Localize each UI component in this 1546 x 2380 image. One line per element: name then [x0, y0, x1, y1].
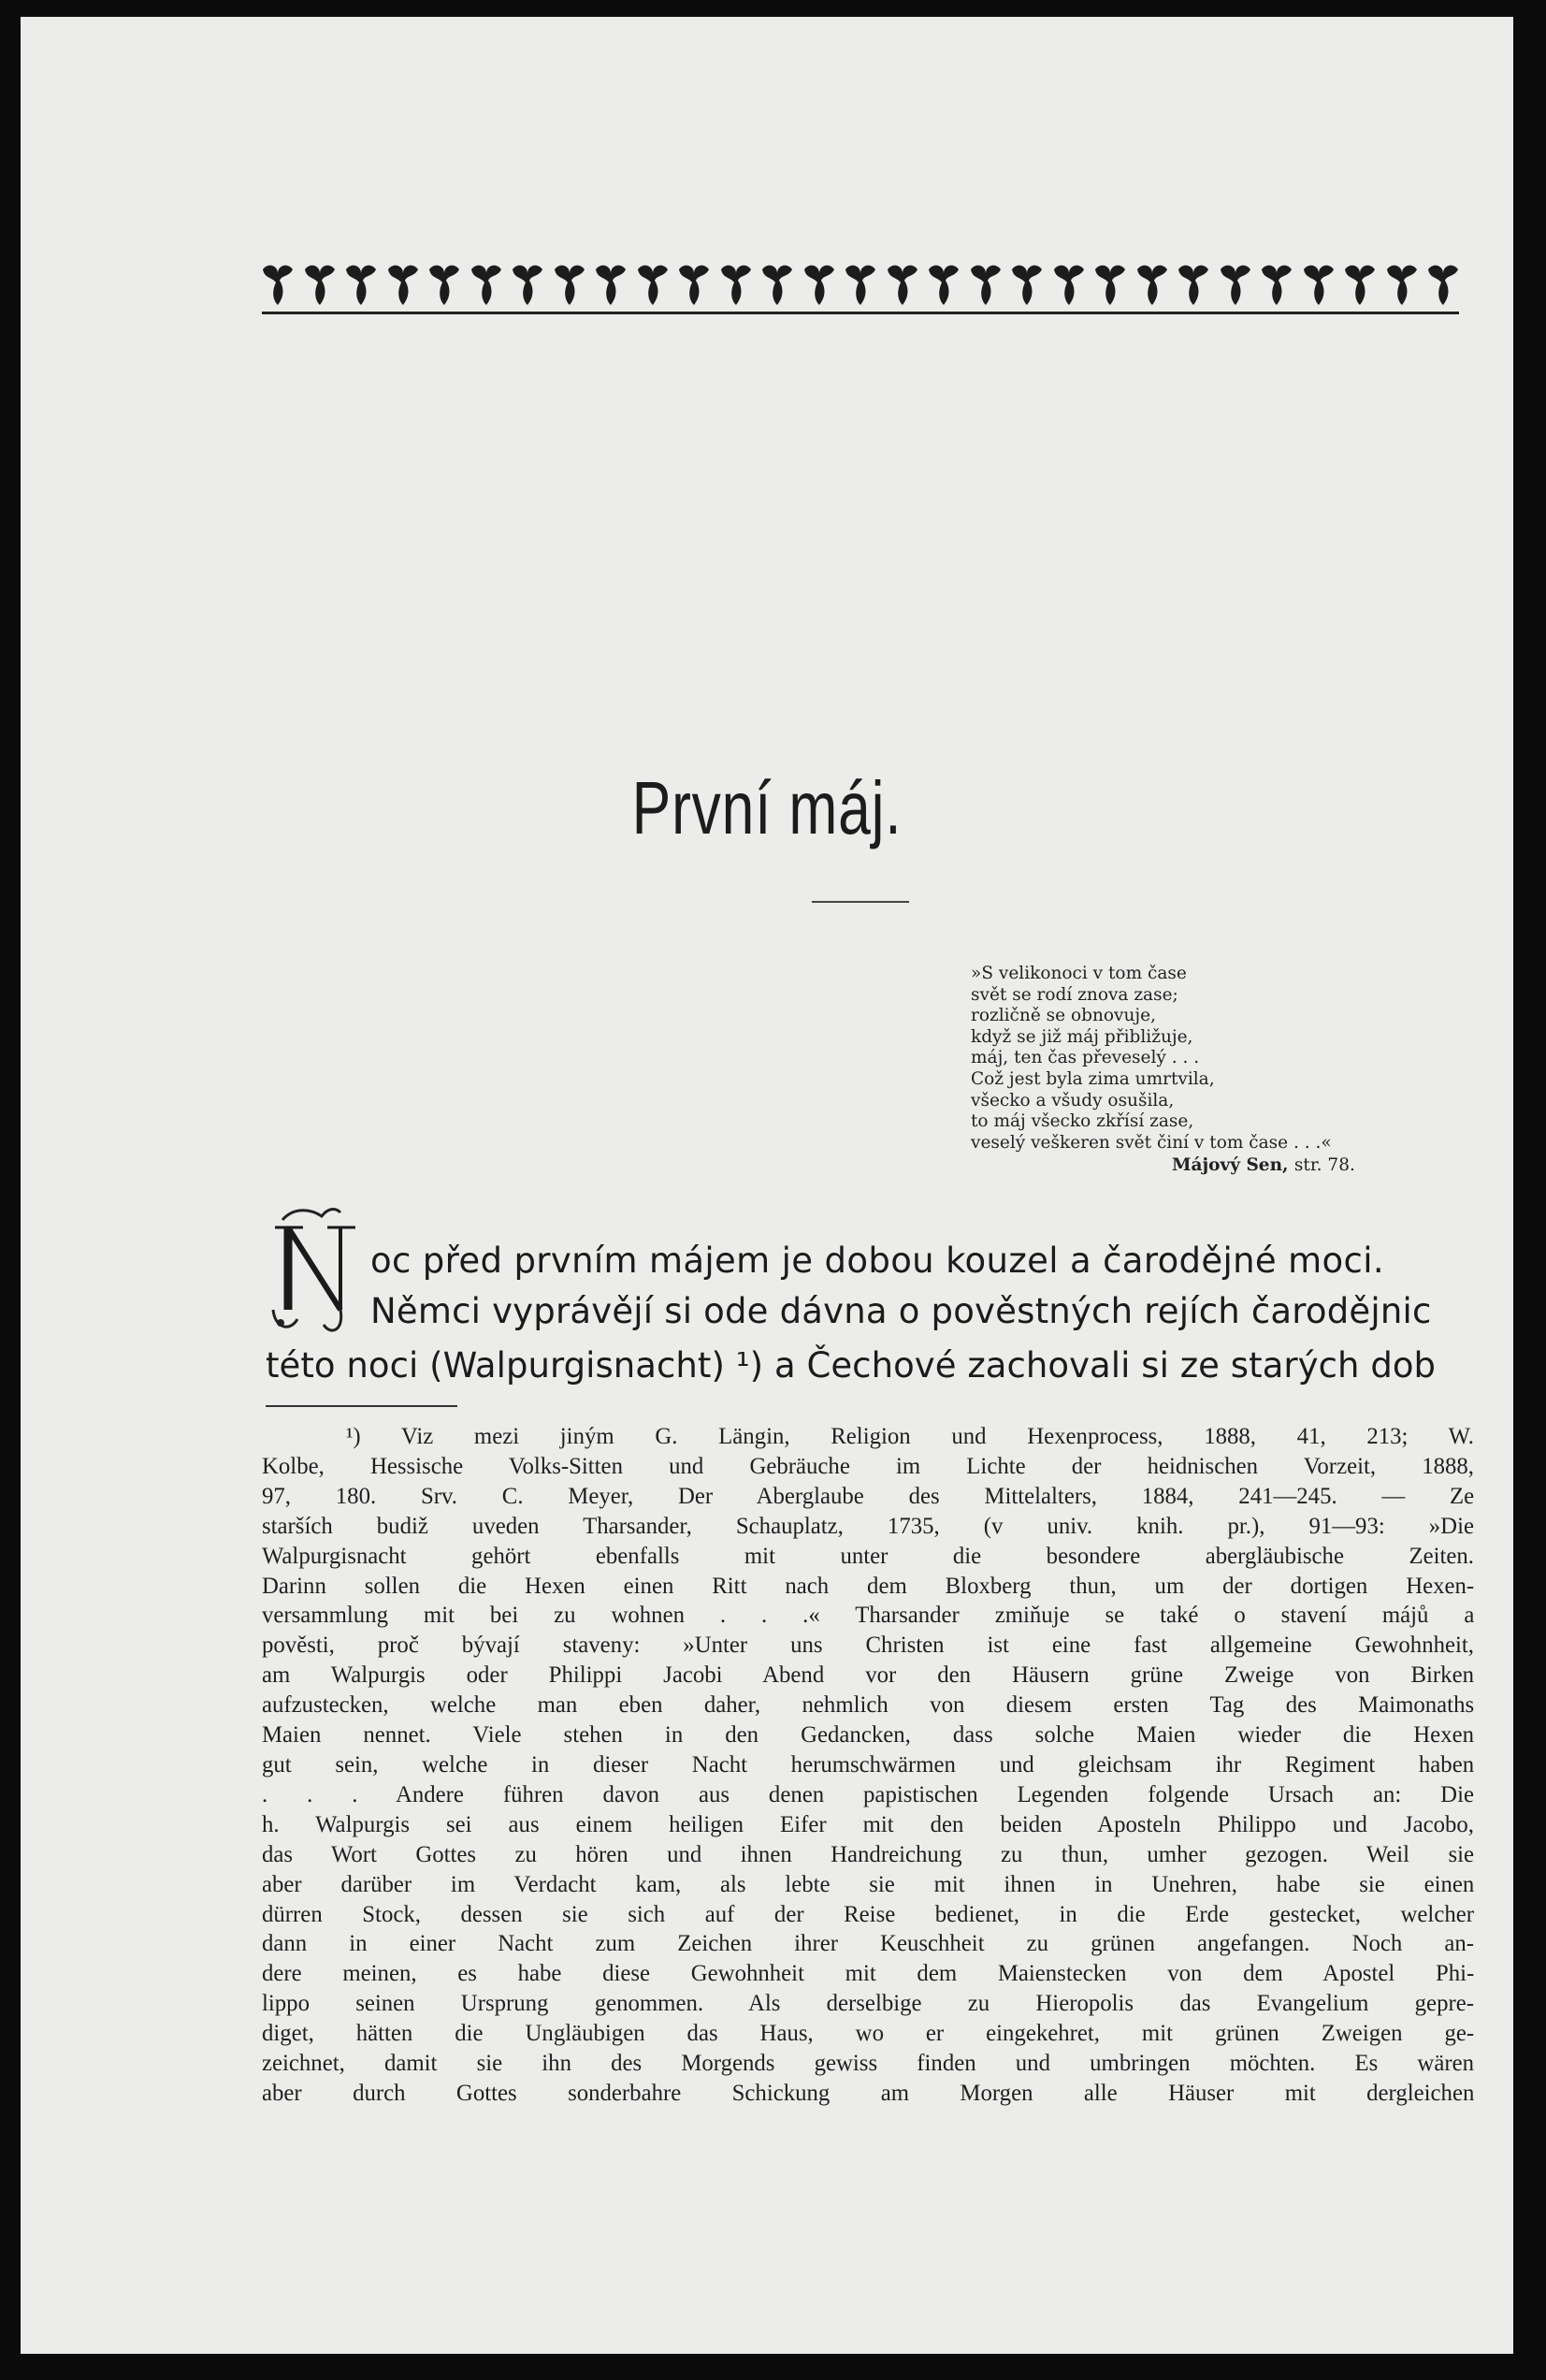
- fleuron-icon: [509, 262, 546, 309]
- footnote-line: Maien nennet. Viele stehen in den Gedancken, dass solche Maien wieder die Hexen: [262, 1722, 1474, 1749]
- fleuron-icon: [1383, 262, 1421, 309]
- fleuron-icon: [1300, 262, 1337, 309]
- footnote-line: Darinn sollen die Hexen einen Ritt nach dem Bloxberg thun, um der dortigen Hexen-: [262, 1573, 1475, 1599]
- fleuron-icon: [884, 262, 921, 309]
- footnote-line: aber darüber im Verdacht kam, als lebte sie mit ihnen in Unehren, habe sie einen: [262, 1871, 1475, 1897]
- footnote-line: Kolbe, Hessische Volks-Sitten und Gebräuche im Lichte der heidnischen Vorzeit, 1888,: [262, 1453, 1474, 1479]
- fleuron-icon: [342, 262, 380, 309]
- epigraph-line: když se již máj přibližuje,: [971, 1026, 1193, 1047]
- fleuron-icon: [717, 262, 755, 309]
- fleuron-icon: [301, 262, 339, 309]
- fleuron-icon: [468, 262, 505, 309]
- footnote-line: zeichnet, damit sie ihn des Morgends gewiss finden und umbringen möchten. Es wären: [262, 2051, 1474, 2077]
- footnote-line: lippo seinen Ursprung genommen. Als derselbige zu Hieropolis das Evangelium gepre-: [262, 1991, 1474, 2017]
- fleuron-icon: [1424, 262, 1462, 309]
- footnote-line: diget, hätten die Ungläubigen das Haus, wo er eingekehret, mit grünen Zweigen ge-: [262, 2021, 1475, 2047]
- epigraph-source-title: Májový Sen,: [1172, 1155, 1289, 1176]
- ornament-band: [259, 232, 1462, 309]
- title-rule: [812, 901, 909, 903]
- footnote-line: . . . Andere führen davon aus denen papistischen Legenden folgende Ursach an: Die: [262, 1781, 1474, 1807]
- body-line: této noci (Walpurgisnacht) ¹) a Čechové zachovali si ze starých dob: [266, 1345, 1437, 1386]
- fleuron-icon: [1091, 262, 1129, 309]
- fleuron-icon: [1175, 262, 1212, 309]
- footnote: [262, 1422, 1474, 2109]
- fleuron-icon: [1341, 262, 1379, 309]
- footnote-line: das Wort Gottes zu hören und ihnen Handreichung zu thun, umher gezogen. Weil sie: [262, 1841, 1474, 1867]
- epigraph-line: rozličně se obnovuje,: [971, 1006, 1156, 1026]
- body-line: oc před prvním májem je dobou kouzel a čarodějné moci.: [370, 1241, 1384, 1281]
- footnote-line: gut sein, welche in dieser Nacht herumschwärmen und gleichsam ihr Regiment haben: [262, 1751, 1475, 1778]
- fleuron-icon: [1050, 262, 1088, 309]
- fleuron-icon: [759, 262, 796, 309]
- epigraph-line: »S velikonoci v tom čase: [971, 964, 1187, 983]
- footnote-line: starších budiž uveden Tharsander, Schauplatz, 1735, (v univ. knih. pr.), 91—93: »Die: [262, 1513, 1474, 1539]
- fleuron-icon: [259, 262, 296, 309]
- chapter-title: První máj.: [631, 766, 903, 849]
- footnote-line: versammlung mit bei zu wohnen . . .« Tharsander zmiňuje se také o stavení májů a: [262, 1603, 1475, 1629]
- footnote-line: ¹) Viz mezi jiným G. Längin, Religion und Hexenprocess, 1888, 41, 213; W.: [346, 1424, 1474, 1449]
- footnote-line: aber durch Gottes sonderbahre Schickung am Morgen alle Häuser mit dergleichen: [262, 2080, 1475, 2106]
- fleuron-icon: [426, 262, 463, 309]
- fleuron-icon: [842, 262, 879, 309]
- fleuron-icon: [925, 262, 962, 309]
- fleuron-icon: [384, 262, 422, 309]
- fleuron-icon: [634, 262, 672, 309]
- fleuron-icon: [675, 262, 713, 309]
- footnote-line: h. Walpurgis sei aus einem heiligen Eifer mit den beiden Aposteln Philippo und Jacobo,: [262, 1811, 1474, 1837]
- fleuron-icon: [1008, 262, 1046, 309]
- footnote-line: dere meinen, es habe diese Gewohnheit mit dem Maienstecken von dem Apostel Phi-: [262, 1961, 1475, 1987]
- footnote-line: dürren Stock, dessen sie sich auf der Reise bedienet, in die Erde gestecket, welcher: [262, 1901, 1474, 1927]
- footnote-line: pověsti, proč bývají staveny: »Unter uns Christen ist eine fast allgemeine Gewohnheit,: [262, 1633, 1474, 1659]
- fleuron-icon: [592, 262, 629, 309]
- fleuron-icon: [1258, 262, 1295, 309]
- footnote-line: Walpurgisnacht gehört ebenfalls mit unter die besondere abergläubische Zeiten.: [262, 1543, 1474, 1569]
- epigraph-source: [971, 1155, 1457, 1177]
- dropcap-n-icon: [266, 1199, 368, 1340]
- footnote-line: dann in einer Nacht zum Zeichen ihrer Keuschheit zu grünen angefangen. Noch an-: [262, 1931, 1474, 1957]
- epigraph-line: Což jest byla zima umrtvila,: [971, 1068, 1215, 1089]
- epigraph-source-ref: str. 78.: [1293, 1155, 1355, 1176]
- epigraph-line: to máj všecko zkřísí zase,: [971, 1111, 1194, 1132]
- fleuron-icon: [967, 262, 1004, 309]
- epigraph-line: svět se rodí znova zase;: [971, 984, 1178, 1005]
- footnote-line: aufzustecken, welche man eben daher, nehmlich von diesem ersten Tag des Maimonaths: [262, 1692, 1475, 1719]
- fleuron-icon: [801, 262, 838, 309]
- epigraph-line: všecko a všudy osušila,: [971, 1090, 1175, 1110]
- fleuron-icon: [1217, 262, 1254, 309]
- epigraph: [971, 964, 1457, 1177]
- fleuron-icon: [1134, 262, 1171, 309]
- ornament-rule: [262, 312, 1459, 314]
- epigraph-line: máj, ten čas převeselý . . .: [971, 1048, 1200, 1068]
- footnote-line: am Walpurgis oder Philippi Jacobi Abend vor den Häusern grüne Zweige von Birken: [262, 1662, 1474, 1689]
- footnote-rule: [266, 1405, 457, 1407]
- body-line: Němci vyprávějí si ode dávna o pověstných rejích čarodějnic: [370, 1291, 1432, 1331]
- epigraph-line: veselý veškeren svět činí v tom čase . . .«: [971, 1132, 1332, 1153]
- book-page: [21, 17, 1513, 2354]
- fleuron-icon: [551, 262, 588, 309]
- footnote-line: 97, 180. Srv. C. Meyer, Der Aberglaube des Mittelalters, 1884, 241—245. — Ze: [262, 1483, 1475, 1509]
